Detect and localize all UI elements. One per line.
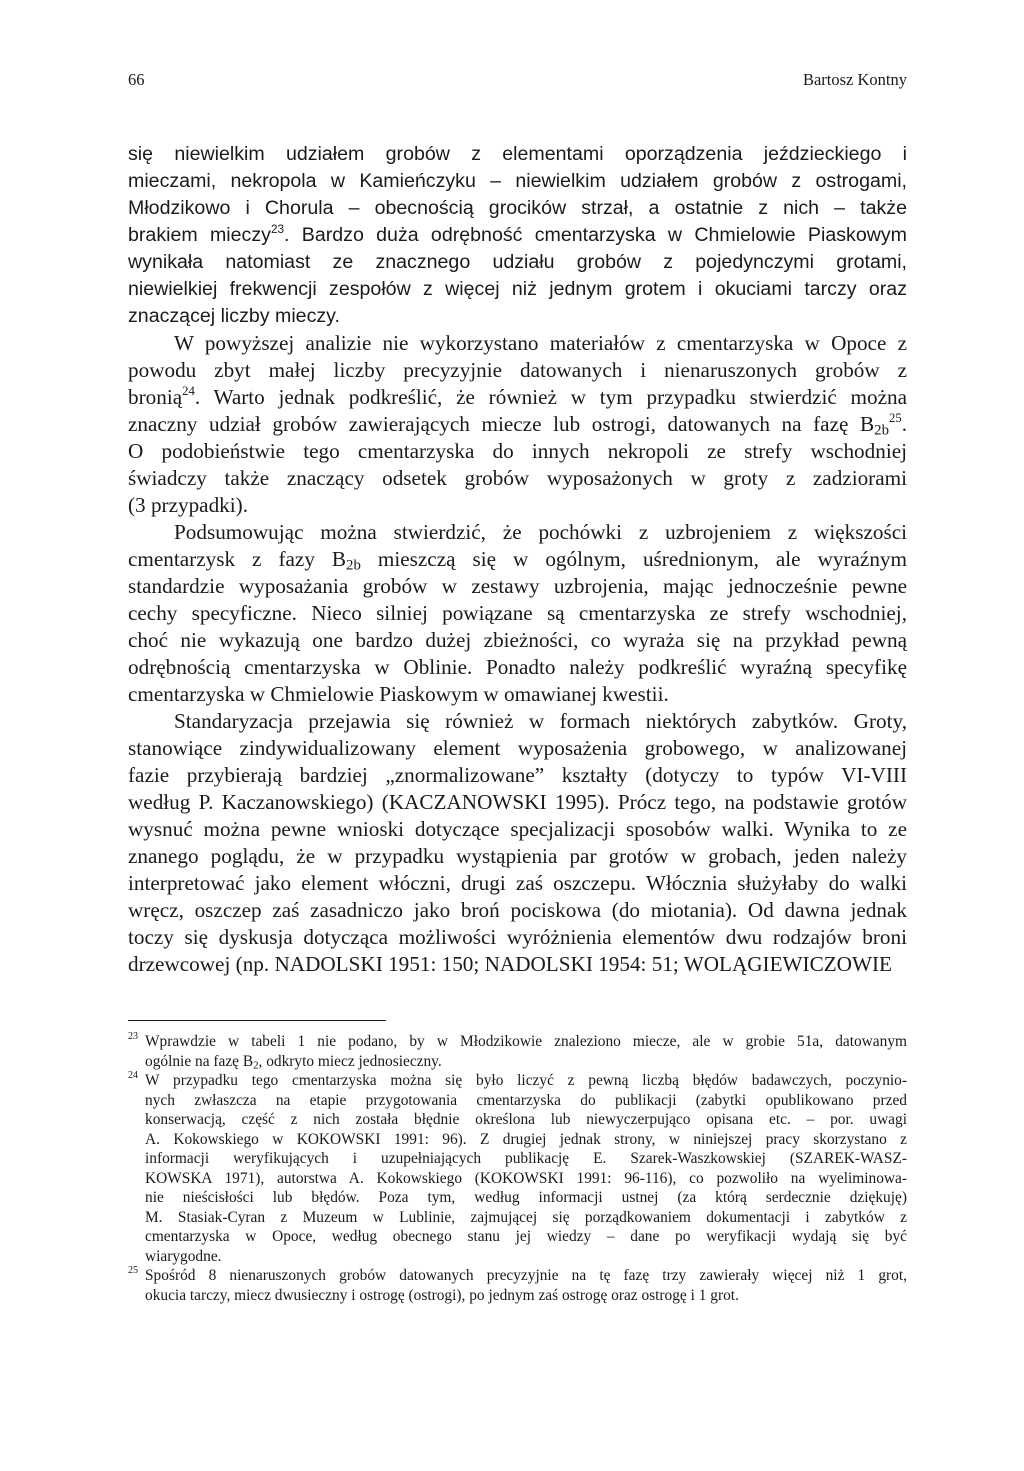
body-line: mieczami, nekropola w Kamieńczyku – niewielkim udziałem grobów z ostrogami, — [128, 170, 907, 192]
page-header — [128, 70, 907, 96]
body-line: cmentarzysk z fazy $B_{2b}$ mieszczą się w ogólnym, uśrednionym, ale wyraźnym — [128, 547, 907, 574]
page-number: 66 — [128, 70, 145, 89]
footnote-reference: 25 — [888, 411, 902, 426]
body-line: W powyższej analizie nie wykorzystano materiałów z cmentarzyska w Opoce z — [174, 331, 907, 355]
body-line: według P. Kaczanowskiego) (KACZANOWSKI 1995). Prócz tego, na podstawie grotów — [128, 790, 907, 814]
footnote-line: nie nieścisłości lub błędów. Poza tym, według informacji ustnej (za którą serdecznie dziękuję) — [145, 1189, 907, 1206]
footnote-line: informacji weryfikujących i uzupełniających publikację E. Szarek-Waszkowskiej (SZAREK-WASZ- — [145, 1150, 907, 1167]
footnote-line: okucia tarczy, miecz dwusieczny i ostrogę (ostrogi), po jednym zaś ostrogę oraz ostrogę i 1 grot. — [145, 1286, 739, 1304]
footnote-line: 25 Spośród 8 nienaruszonych grobów datowanych precyzyjnie na tę fazę trzy zawierały więcej niż 1 grot, — [128, 1266, 907, 1286]
footnote-number: 23 — [128, 1031, 138, 1042]
footnote-reference: 24 — [182, 384, 195, 399]
body-line: wynikała natomiast ze znacznego udziału grobów z pojedynczymi grotami, — [128, 251, 907, 273]
subscript: 2b — [346, 557, 361, 574]
body-line: stanowiące zindywidualizowany element wyposażenia grobowego, w analizowanej — [128, 736, 907, 760]
body-line: znaczny udział grobów zawierających miecze lub ostrogi, datowanych na fazę $B_{2b}^{25}$. — [128, 411, 907, 439]
body-line: odrębnością cmentarzyska w Oblinie. Ponadto należy podkreślić wyraźną specyfikę — [128, 655, 907, 679]
footnote-line: 24 W przypadku tego cmentarzyska można się było liczyć z pewną liczbą błędów badawczych, poczynio- — [128, 1071, 907, 1091]
body-line: świadczy także znaczący odsetek grobów wyposażonych w groty z zadziorami — [128, 466, 907, 490]
body-line: znaczącej liczby mieczy. — [128, 305, 340, 327]
body-line: znanego poglądu, że w przypadku wystąpienia par grotów w grobach, jeden należy — [128, 844, 907, 868]
footnote-line: M. Stasiak-Cyran z Muzeum w Lublinie, zajmującej się porządkowaniem dokumentacji i zabytków z — [145, 1208, 907, 1226]
footnote-line: ogólnie na fazę $B_2$, odkryto miecz jednosieczny. — [145, 1052, 442, 1072]
body-line: się niewielkim udziałem grobów z elementami oporządzenia jeździeckiego i — [128, 143, 907, 165]
footnote-separator — [128, 1020, 386, 1021]
body-line: O podobieństwie tego cmentarzyska do innych nekropoli ze strefy wschodniej — [128, 439, 907, 463]
body-line: toczy się dyskusja dotycząca możliwości wyróżnienia elementów dwu rodzajów broni — [128, 925, 907, 949]
body-line: choć nie wykazują one bardzo dużej zbieżności, co wyraża się na przykład pewną — [128, 628, 907, 652]
body-line: wysnuć można pewne wnioski dotyczące specjalizacji sposobów walki. Wynika to ze — [128, 817, 907, 841]
body-line: Standaryzacja przejawia się również w formach niektórych zabytków. Groty, — [174, 709, 907, 733]
subscript: 2b — [874, 422, 889, 439]
body-text — [128, 141, 907, 978]
footnote-line: A. Kokowskiego w KOKOWSKI 1991: 96). Z drugiej jednak strony, w niniejszej pracy skorzystano z — [145, 1130, 907, 1148]
body-line: wręcz, oszczep zaś zasadniczo jako broń pociskowa (do miotania). Od dawna jednak — [128, 898, 907, 922]
footnote-line: nych zwłaszcza na etapie przygotowania cmentarzyska do publikacji (zabytki opublikowano przed — [145, 1091, 907, 1109]
footnote-number: 24 — [128, 1070, 138, 1081]
footnote-line: wiarygodne. — [145, 1247, 222, 1265]
body-line: cmentarzyska w Chmielowie Piaskowym w omawianej kwestii. — [128, 682, 669, 706]
footnote-line: cmentarzyska w Opoce, według obecnego stanu jej wiedzy – dane po weryfikacji wydają się być — [145, 1228, 907, 1245]
subscript: 2 — [253, 1059, 259, 1072]
body-line: standardzie wyposażania grobów w zestawy uzbrojenia, mając jednocześnie pewne — [128, 574, 907, 598]
body-line: powodu zbyt małej liczby precyzyjnie datowanych i nienaruszonych grobów z — [128, 358, 907, 382]
footnote-reference: 23 — [270, 222, 285, 236]
body-line: niewielkiej frekwencji zespołów z więcej niż jednym grotem i okuciami tarczy oraz — [128, 278, 907, 300]
body-line: brakiem mieczy$^{23}$. Bardzo duża odrębność cmentarzyska w Chmielowie Piaskowym — [128, 222, 907, 246]
running-head: Bartosz Kontny — [802, 70, 907, 89]
footnotes — [128, 1032, 907, 1305]
body-line: Młodzikowo i Chorula – obecnością grocików strzał, a ostatnie z nich – także — [128, 197, 907, 219]
body-line: fazie przybierają bardziej „znormalizowane” kształty (dotyczy to typów VI-VIII — [128, 763, 907, 787]
body-line: (3 przypadki). — [128, 493, 249, 517]
body-line: bronią$^{24}$. Warto jednak podkreślić, że również w tym przypadku stwierdzić można — [128, 384, 907, 409]
footnote-number: 25 — [128, 1265, 138, 1276]
body-line: drzewcowej (np. NADOLSKI 1951: 150; NADOLSKI 1954: 51; WOLĄGIEWICZOWIE — [128, 952, 892, 976]
body-line: Podsumowując można stwierdzić, że pochówki z uzbrojeniem z większości — [174, 520, 907, 544]
body-line: interpretować jako element włóczni, drugi zaś oszczepu. Włócznia służyłaby do walki — [128, 871, 907, 895]
body-line: cechy specyficzne. Nieco silniej powiązane są cmentarzyska ze strefy wschodniej, — [128, 601, 907, 625]
footnote-line: konserwacją, część z nich została błędnie określona lub niewyczerpująco opisana etc. – por. uwagi — [145, 1111, 907, 1128]
footnote-line: KOWSKA 1971), autorstwa A. Kokowskiego (KOKOWSKI 1991: 96-116), co pozwoliło na wyeliminowa- — [145, 1169, 907, 1187]
footnote-line: 23 Wprawdzie w tabeli 1 nie podano, by w Młodzikowie znaleziono miecze, ale w grobie 51a, datowanym — [128, 1032, 907, 1052]
